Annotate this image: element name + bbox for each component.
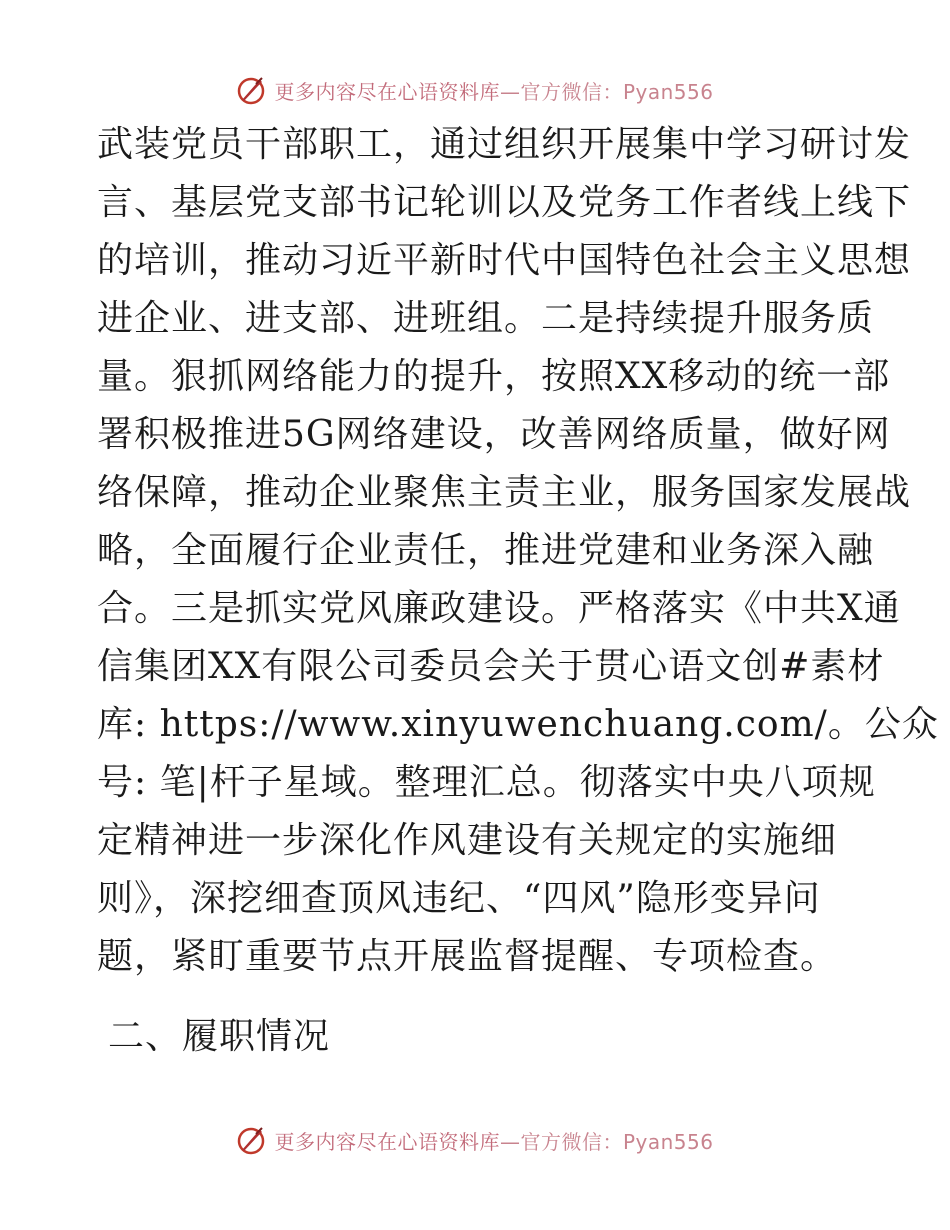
watermark-separator: — — [499, 79, 521, 104]
quill-pen-logo-icon — [236, 1124, 268, 1156]
body-line: 题，紧盯重要节点开展监督提醒、专项检查。 — [97, 936, 838, 977]
watermark-text — [274, 76, 713, 105]
watermark-wechat: 官方微信：Pyan556 — [520, 1129, 714, 1154]
watermark-separator: — — [499, 1129, 521, 1154]
body-line: 定精神进一步深化作风建设有关规定的实施细 — [97, 820, 838, 861]
body-line: 量。狠抓网络能力的提升，按照XX移动的统一部 — [97, 356, 891, 397]
body-line: 库: https://www.xinyuwenchuang.com/。公众 — [97, 704, 939, 745]
header-watermark-banner — [0, 70, 950, 110]
body-line: 则》，深挖细查顶风违纪、“四风”隐形变异问 — [97, 878, 821, 919]
watermark-wechat: 官方微信：Pyan556 — [520, 79, 714, 104]
body-line: 略，全面履行企业责任，推进党建和业务深入融 — [97, 530, 875, 571]
body-line: 署积极推进5G网络建设，改善网络质量，做好网 — [97, 414, 891, 455]
quill-pen-logo-icon — [236, 74, 268, 106]
body-line: 合。三是抓实党风廉政建设。严格落实《中共X通 — [97, 588, 901, 629]
body-line: 信集团XX有限公司委员会关于贯心语文创#素材 — [97, 646, 885, 687]
section-heading: 二、履职情况 — [108, 1016, 331, 1057]
document-body — [97, 116, 939, 986]
body-line: 的培训，推动习近平新时代中国特色社会主义思想 — [97, 240, 912, 281]
watermark-brand: 更多内容尽在心语资料库 — [274, 1129, 500, 1154]
body-line: 进企业、进支部、进班组。二是持续提升服务质 — [97, 298, 875, 339]
watermark-text — [274, 1126, 713, 1155]
body-line: 络保障，推动企业聚焦主责主业，服务国家发展战 — [97, 472, 912, 513]
body-line: 言、基层党支部书记轮训以及党务工作者线上线下 — [97, 182, 912, 223]
body-line: 武装党员干部职工，通过组织开展集中学习研讨发 — [97, 124, 912, 165]
watermark-brand: 更多内容尽在心语资料库 — [274, 79, 500, 104]
body-line: 号: 笔|杆子星域。整理汇总。彻落实中央八项规 — [97, 762, 876, 803]
footer-watermark-banner — [0, 1120, 950, 1160]
